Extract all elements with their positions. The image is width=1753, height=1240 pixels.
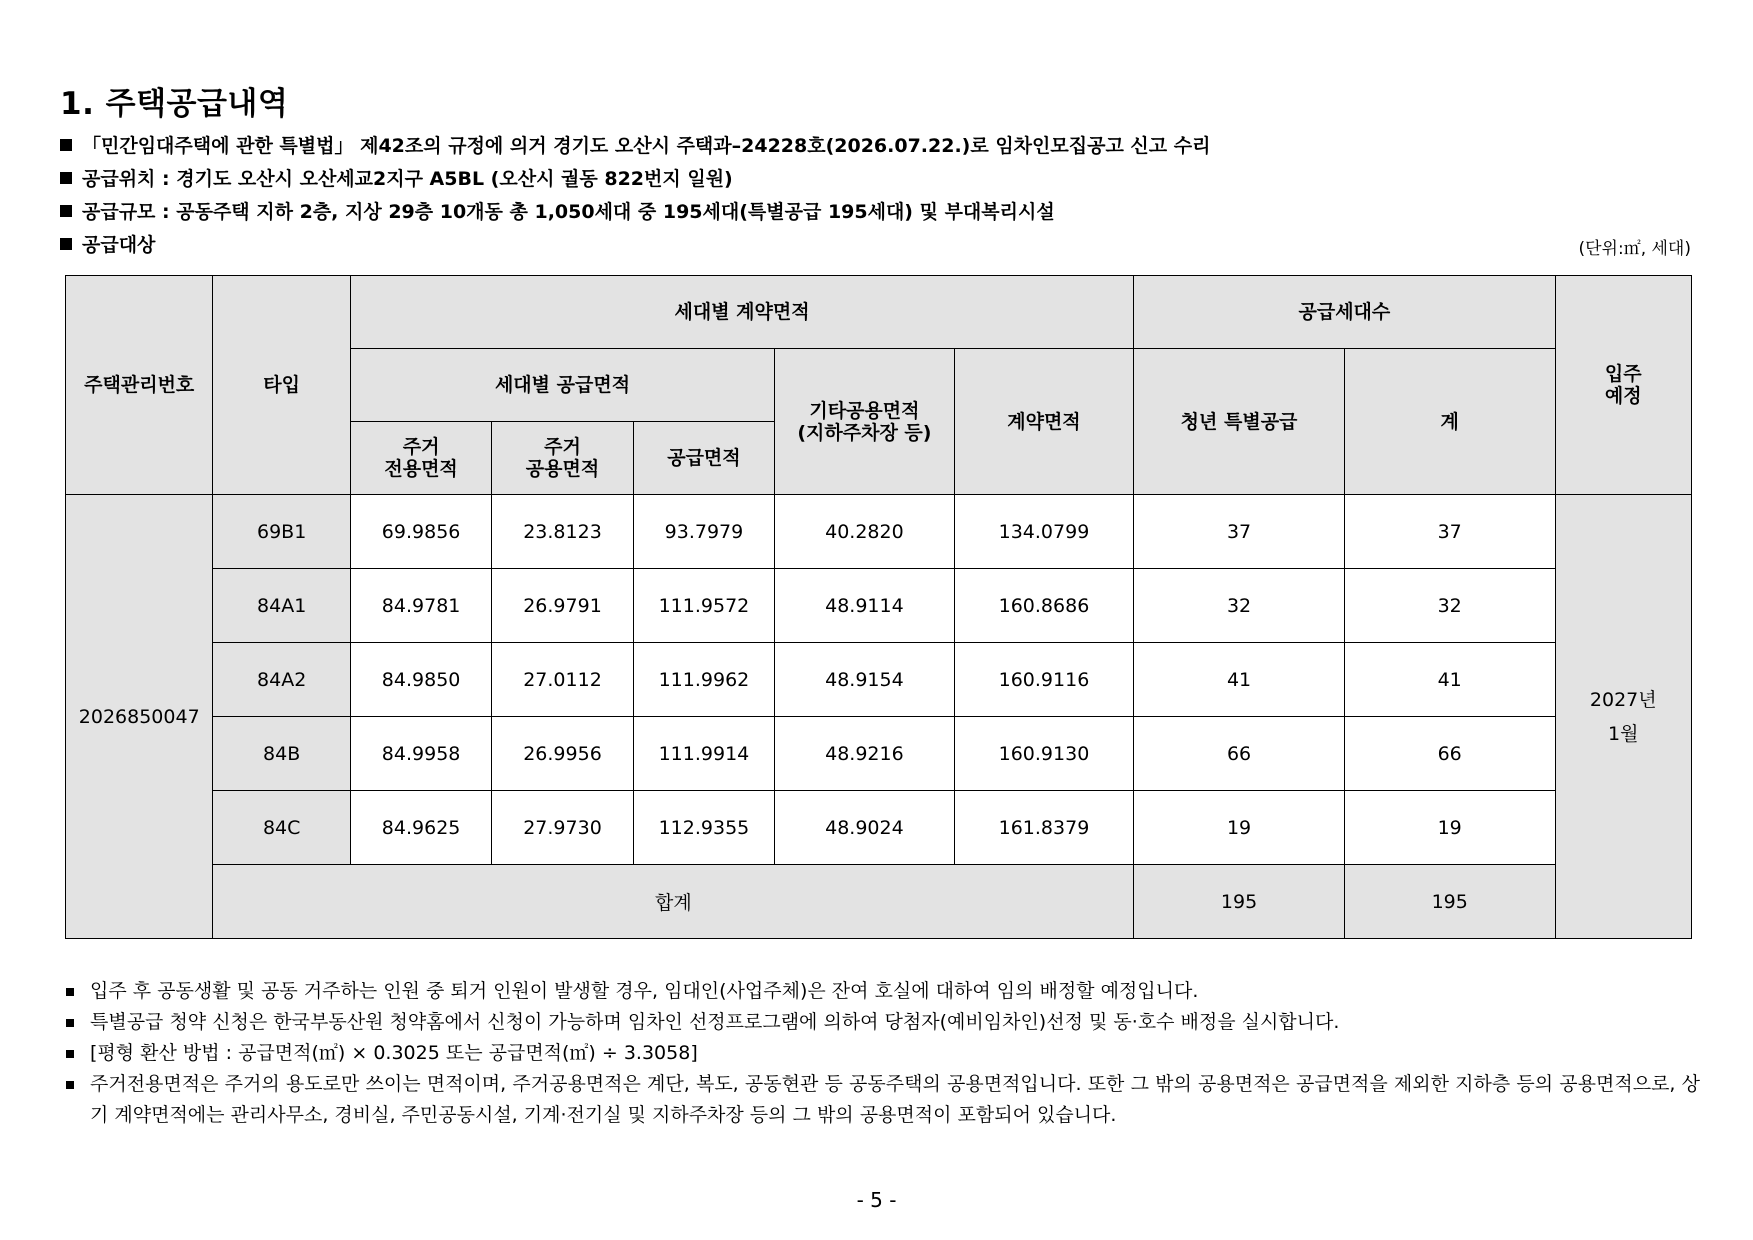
- common-cell: 26.9791: [492, 569, 633, 643]
- square-bullet-icon: [66, 1019, 74, 1027]
- total-cell: 19: [1344, 791, 1555, 865]
- header-households-group: 공급세대수: [1134, 276, 1555, 349]
- note-text: 입주 후 공동생활 및 공동 거주하는 인원 중 퇴거 인원이 발생할 경우, 임대인(사업주체)은 잔여 호실에 대하여 임의 배정할 예정입니다.: [90, 980, 1199, 1002]
- sum-youth-cell: 195: [1134, 865, 1345, 939]
- header-movein-line2: 예정: [1604, 385, 1642, 407]
- note-item: [60, 976, 1700, 1007]
- square-bullet-icon: [60, 139, 72, 151]
- notes-list: [60, 976, 1700, 1131]
- other-common-cell: 48.9024: [775, 791, 955, 865]
- header-movein: [1555, 276, 1691, 495]
- note-item: [60, 1038, 1700, 1069]
- contract-cell: 161.8379: [954, 791, 1134, 865]
- header-movein-line1: 입주: [1604, 363, 1642, 385]
- sum-label: 합계: [213, 865, 1134, 939]
- header-supply-area: 공급면적: [633, 422, 774, 495]
- header-exclusive: [350, 422, 491, 495]
- supply-cell: 111.9962: [633, 643, 774, 717]
- exclusive-cell: 84.9625: [350, 791, 491, 865]
- management-no-cell: 2026850047: [66, 495, 213, 939]
- total-cell: 32: [1344, 569, 1555, 643]
- type-cell: 84A1: [213, 569, 350, 643]
- movein-month: 1월: [1608, 722, 1639, 745]
- header-row-1: [66, 276, 1692, 349]
- youth-cell: 19: [1134, 791, 1345, 865]
- total-cell: 66: [1344, 717, 1555, 791]
- header-other-common-line1: 기타공용면적: [809, 399, 920, 422]
- supply-cell: 93.7979: [633, 495, 774, 569]
- header-exclusive-line2: 전용면적: [384, 458, 458, 480]
- supply-table: [65, 275, 1692, 939]
- unit-note: (단위:㎡, 세대): [1578, 239, 1691, 259]
- square-bullet-icon: [60, 172, 72, 184]
- other-common-cell: 48.9114: [775, 569, 955, 643]
- total-cell: 41: [1344, 643, 1555, 717]
- table-row: [66, 717, 1692, 791]
- contract-cell: 160.9130: [954, 717, 1134, 791]
- header-youth-special: 청년 특별공급: [1134, 349, 1345, 495]
- note-item: [60, 1007, 1700, 1038]
- bullet-text: 「민간임대주택에 관한 특별법」 제42조의 규정에 의거 경기도 오산시 주택과–24228호(2026.07.22.)로 임차인모집공고 신고 수리: [82, 135, 1211, 157]
- contract-cell: 160.9116: [954, 643, 1134, 717]
- header-supply-area-group: 세대별 공급면적: [350, 349, 774, 422]
- sum-row: [66, 865, 1692, 939]
- supply-cell: 111.9572: [633, 569, 774, 643]
- other-common-cell: 48.9216: [775, 717, 955, 791]
- common-cell: 27.9730: [492, 791, 633, 865]
- total-cell: 37: [1344, 495, 1555, 569]
- youth-cell: 37: [1134, 495, 1345, 569]
- header-other-common: [775, 349, 955, 495]
- header-management-no: 주택관리번호: [66, 276, 213, 495]
- header-contract-area: 계약면적: [954, 349, 1134, 495]
- note-item: [60, 1069, 1700, 1131]
- type-cell: 84A2: [213, 643, 350, 717]
- bullet-target: [60, 229, 1700, 262]
- table-row: [66, 791, 1692, 865]
- header-common: [492, 422, 633, 495]
- note-text: [평형 환산 방법 : 공급면적(㎡) × 0.3025 또는 공급면적(㎡) ÷ 3.3058]: [90, 1042, 698, 1064]
- header-other-common-line2: (지하주차장 등): [797, 421, 932, 444]
- header-contract-area-group: 세대별 계약면적: [350, 276, 1133, 349]
- common-cell: 26.9956: [492, 717, 633, 791]
- square-bullet-icon: [66, 988, 74, 996]
- table-row: [66, 569, 1692, 643]
- common-cell: 23.8123: [492, 495, 633, 569]
- exclusive-cell: 84.9781: [350, 569, 491, 643]
- table-row: [66, 495, 1692, 569]
- bullet-location: [60, 163, 1700, 196]
- header-total: 계: [1344, 349, 1555, 495]
- contract-cell: 160.8686: [954, 569, 1134, 643]
- other-common-cell: 48.9154: [775, 643, 955, 717]
- note-text: 주거전용면적은 주거의 용도로만 쓰이는 면적이며, 주거공용면적은 계단, 복도, 공동현관 등 공동주택의 공용면적입니다. 또한 그 밖의 공용면적은 공급면적을 제외한 지하층 등의 공용면적으로, 상기 계약면적에는 관리사무소, 경비실, 주민공동시설, 기계·전기실 및 지하주차장 등의 그 밖의 공용면적이 포함되어 있습니다.: [90, 1073, 1700, 1126]
- section-title: 1. 주택공급내역: [60, 86, 289, 122]
- header-common-line2: 공용면적: [525, 458, 600, 480]
- youth-cell: 66: [1134, 717, 1345, 791]
- table-row: [66, 643, 1692, 717]
- exclusive-cell: 84.9958: [350, 717, 491, 791]
- sum-total-cell: 195: [1344, 865, 1555, 939]
- supply-cell: 111.9914: [633, 717, 774, 791]
- bullet-law: [60, 130, 1700, 163]
- header-type: 타입: [213, 276, 350, 495]
- bullet-text: 공급규모 : 공동주택 지하 2층, 지상 29층 10개동 총 1,050세대 중 195세대(특별공급 195세대) 및 부대복리시설: [82, 201, 1055, 223]
- type-cell: 84B: [213, 717, 350, 791]
- square-bullet-icon: [60, 205, 72, 217]
- bullet-text: 공급위치 : 경기도 오산시 오산세교2지구 A5BL (오산시 궐동 822번지 일원): [82, 168, 733, 190]
- square-bullet-icon: [66, 1050, 74, 1058]
- square-bullet-icon: [60, 238, 72, 250]
- supply-cell: 112.9355: [633, 791, 774, 865]
- common-cell: 27.0112: [492, 643, 633, 717]
- movein-cell: [1555, 495, 1691, 939]
- header-common-line1: 주거: [544, 436, 581, 458]
- youth-cell: 41: [1134, 643, 1345, 717]
- header-exclusive-line1: 주거: [402, 436, 440, 458]
- contract-cell: 134.0799: [954, 495, 1134, 569]
- summary-bullets: [60, 130, 1700, 262]
- page-number: - 5 -: [856, 1188, 897, 1212]
- note-text: 특별공급 청약 신청은 한국부동산원 청약홈에서 신청이 가능하며 임차인 선정프로그램에 의하여 당첨자(예비임차인)선정 및 동·호수 배정을 실시합니다.: [90, 1011, 1340, 1033]
- square-bullet-icon: [66, 1081, 74, 1089]
- youth-cell: 32: [1134, 569, 1345, 643]
- type-cell: 69B1: [213, 495, 350, 569]
- exclusive-cell: 84.9850: [350, 643, 491, 717]
- exclusive-cell: 69.9856: [350, 495, 491, 569]
- bullet-text: 공급대상: [82, 234, 156, 256]
- other-common-cell: 40.2820: [775, 495, 955, 569]
- bullet-scale: [60, 196, 1700, 229]
- movein-year: 2027년: [1589, 688, 1657, 711]
- type-cell: 84C: [213, 791, 350, 865]
